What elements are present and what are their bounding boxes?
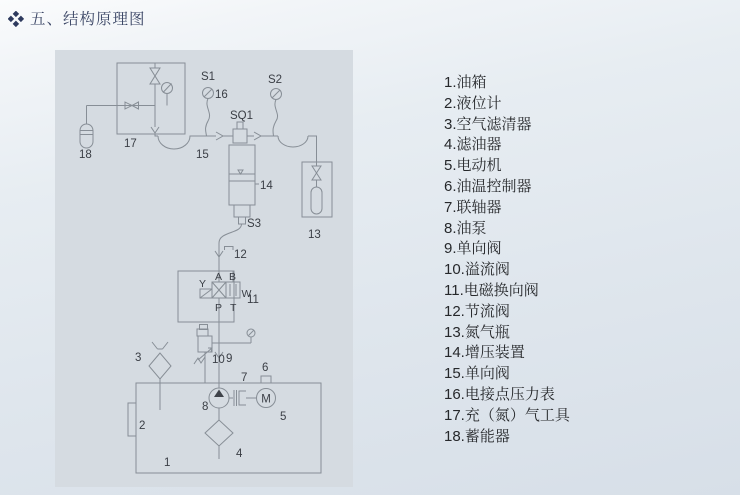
legend-item: 3.空气滤清器: [444, 115, 532, 133]
relief-valve-10: [194, 325, 225, 384]
legend-item: 9.单向阀: [444, 240, 502, 258]
port-w: W: [241, 288, 252, 300]
label-5: 5: [280, 411, 287, 423]
legend-item: 6.油温控制器: [444, 177, 532, 195]
label-7: 7: [241, 372, 248, 384]
label-11: 11: [247, 294, 259, 306]
charge-tool-box-17: [87, 63, 186, 150]
port-b: B: [229, 271, 237, 283]
motor-m-label: M: [261, 393, 271, 406]
directional-valve-11: [178, 271, 259, 322]
legend-item: 14.增压装置: [444, 344, 525, 362]
legend-item: 17.充（氮）气工具: [444, 406, 570, 424]
air-filter-3: [135, 342, 171, 410]
gauge-s2-line: [247, 74, 317, 162]
legend-item: 4.滤油器: [444, 136, 502, 154]
label-6: 6: [262, 362, 269, 374]
legend-item: 12.节流阀: [444, 302, 510, 320]
label-s3: S3: [247, 218, 262, 230]
legend-item: 7.联轴器: [444, 198, 502, 216]
label-9: 9: [226, 353, 233, 365]
label-s1: S1: [201, 71, 216, 83]
legend-item: 10.溢流阀: [444, 261, 510, 279]
check-line-15: [155, 132, 233, 161]
pump-8: [202, 388, 229, 413]
legend-item: 18.蓄能器: [444, 427, 510, 445]
coupling-7: [229, 372, 257, 406]
port-t: T: [230, 302, 237, 314]
legend-item: 13.氮气瓶: [444, 323, 510, 341]
booster-14: [229, 110, 273, 230]
temp-controller-6: [261, 362, 271, 383]
legend-item: 11.电磁换向阀: [444, 281, 539, 299]
legend-item: 1.油箱: [444, 74, 487, 91]
page-title: 五、结构原理图: [30, 11, 146, 28]
label-14: 14: [260, 180, 273, 192]
port-a: A: [215, 271, 223, 283]
legend-item: 16.电接点压力表: [444, 385, 555, 403]
legend-item: 2.液位计: [444, 94, 502, 112]
label-13: 13: [308, 229, 321, 241]
label-15: 15: [196, 149, 209, 161]
label-2: 2: [139, 420, 146, 432]
label-8: 8: [202, 401, 209, 413]
nitrogen-bottle-13: [302, 162, 332, 241]
label-16: 16: [215, 89, 228, 101]
port-y: Y: [199, 278, 207, 290]
label-10: 10: [212, 354, 225, 366]
legend-item: 15.单向阀: [444, 365, 510, 383]
label-1: 1: [164, 457, 171, 469]
label-4: 4: [236, 448, 243, 460]
label-18: 18: [79, 149, 92, 161]
label-3: 3: [135, 352, 142, 364]
label-sq1: SQ1: [230, 110, 254, 122]
pressure-gauge-16: [201, 71, 228, 136]
label-12: 12: [234, 249, 247, 261]
legend-item: 5.电动机: [444, 157, 502, 175]
label-17: 17: [124, 138, 137, 150]
motor-5: [257, 389, 287, 424]
legend-list: [444, 73, 570, 447]
accumulator-18: [79, 106, 93, 162]
oil-filter-4: [205, 408, 243, 460]
legend-item: 8.油泵: [444, 219, 487, 237]
port-p: P: [215, 302, 223, 314]
label-s2: S2: [268, 74, 283, 86]
oil-tank-1: [128, 383, 321, 473]
